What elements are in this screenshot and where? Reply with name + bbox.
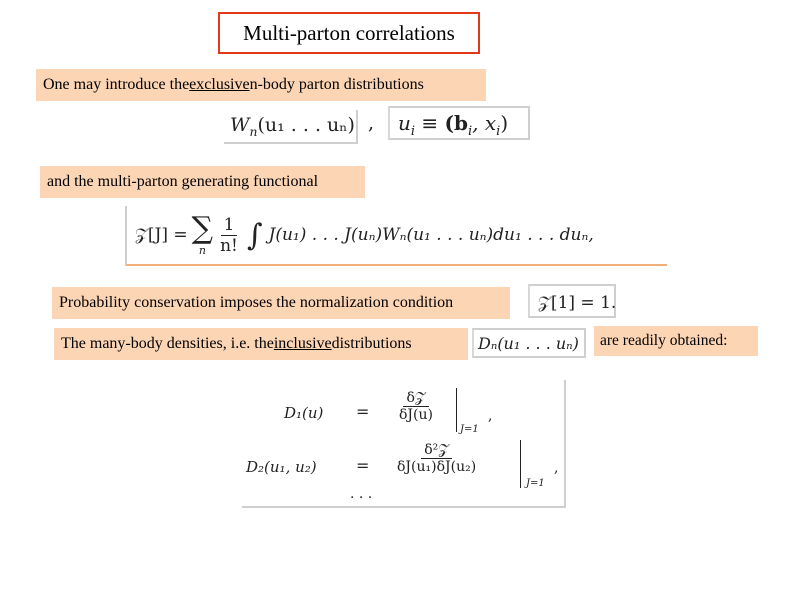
d1-eval-label: J=1 [460,424,479,435]
densities-formula-block [242,380,566,508]
exclusive-word: exclusive [189,76,250,93]
xi-subscript: i [496,124,501,139]
one-over-n-factorial [217,215,241,256]
frac-denominator: n! [220,235,238,256]
d2-comma: , [554,460,559,476]
normalization-text [52,287,510,319]
generating-functional-text [40,166,365,198]
d1-fraction [396,390,436,423]
sum-subscript: n [198,243,206,257]
dn-expression: Dₙ(u₁ . . . uₙ) [478,334,579,353]
ui-subscript: i [410,124,416,139]
d1-numerator: δ𝒵 [403,390,428,407]
d2-eval-bar [520,440,521,488]
ui-close-paren: ) [500,111,509,135]
wn-symbol: W [230,114,250,136]
bi-subscript: i [468,124,473,139]
d1-equals: = [356,402,370,421]
frac-numerator: 1 [221,215,238,236]
ui-definition-formula [388,106,530,140]
wn-args: (u₁ . . . uₙ) [257,114,355,136]
dn-formula [472,328,586,358]
xi-symbol: , x [472,111,497,135]
summation [191,210,214,257]
d1-lhs: D₁(u) [284,404,324,422]
slide-title [218,12,480,54]
bi-vector: (b [444,111,468,135]
inclusive-before: The many-body densities, i.e. the [61,335,274,352]
intro-exclusive-before: One may introduce the [43,76,190,93]
d2-fraction [394,442,479,475]
ui-symbol: u [398,111,411,135]
generating-functional-label: and the multi-parton generating functional [47,173,319,190]
d1-denominator: δJ(u) [399,407,433,423]
inclusive-word: inclusive [273,335,332,352]
d1-comma: , [488,408,493,424]
generating-functional-formula [125,206,667,266]
d2-denominator: δJ(u₁)δJ(u₂) [397,459,477,475]
functional-lhs: 𝒵[J] = [135,225,188,245]
slide-title-text: Multi-parton correlations [243,20,455,45]
inclusive-after: distributions [331,335,412,352]
equiv-sign: ≡ [421,111,439,135]
d2-numerator: δ²𝒵 [421,442,452,459]
readily-obtained-label: are readily obtained: [600,332,728,349]
readily-obtained-text [594,326,758,356]
d1-eval-bar [456,388,457,432]
integral-symbol: ∫ [246,217,263,253]
wn-formula [224,110,358,144]
d2-equals: = [356,456,370,475]
intro-exclusive-text [36,69,486,101]
d2-lhs: D₂(u₁, u₂) [246,458,317,476]
normalization-formula: 𝒵[1] = 1. [528,284,616,318]
formula-comma: , [368,112,375,134]
sum-symbol: ∑ [191,210,214,246]
wn-subscript: n [249,124,258,139]
functional-body: J(u₁) . . . J(uₙ)Wₙ(u₁ . . . uₙ)du₁ . . . duₙ, [268,225,594,245]
normalization-label: Probability conservation imposes the normalization condition [59,294,454,311]
d2-eval-label: J=1 [526,478,545,489]
inclusive-distributions-text [54,328,468,360]
continuation-dots: . . . [350,486,373,502]
intro-exclusive-after: n-body parton distributions [249,76,424,93]
